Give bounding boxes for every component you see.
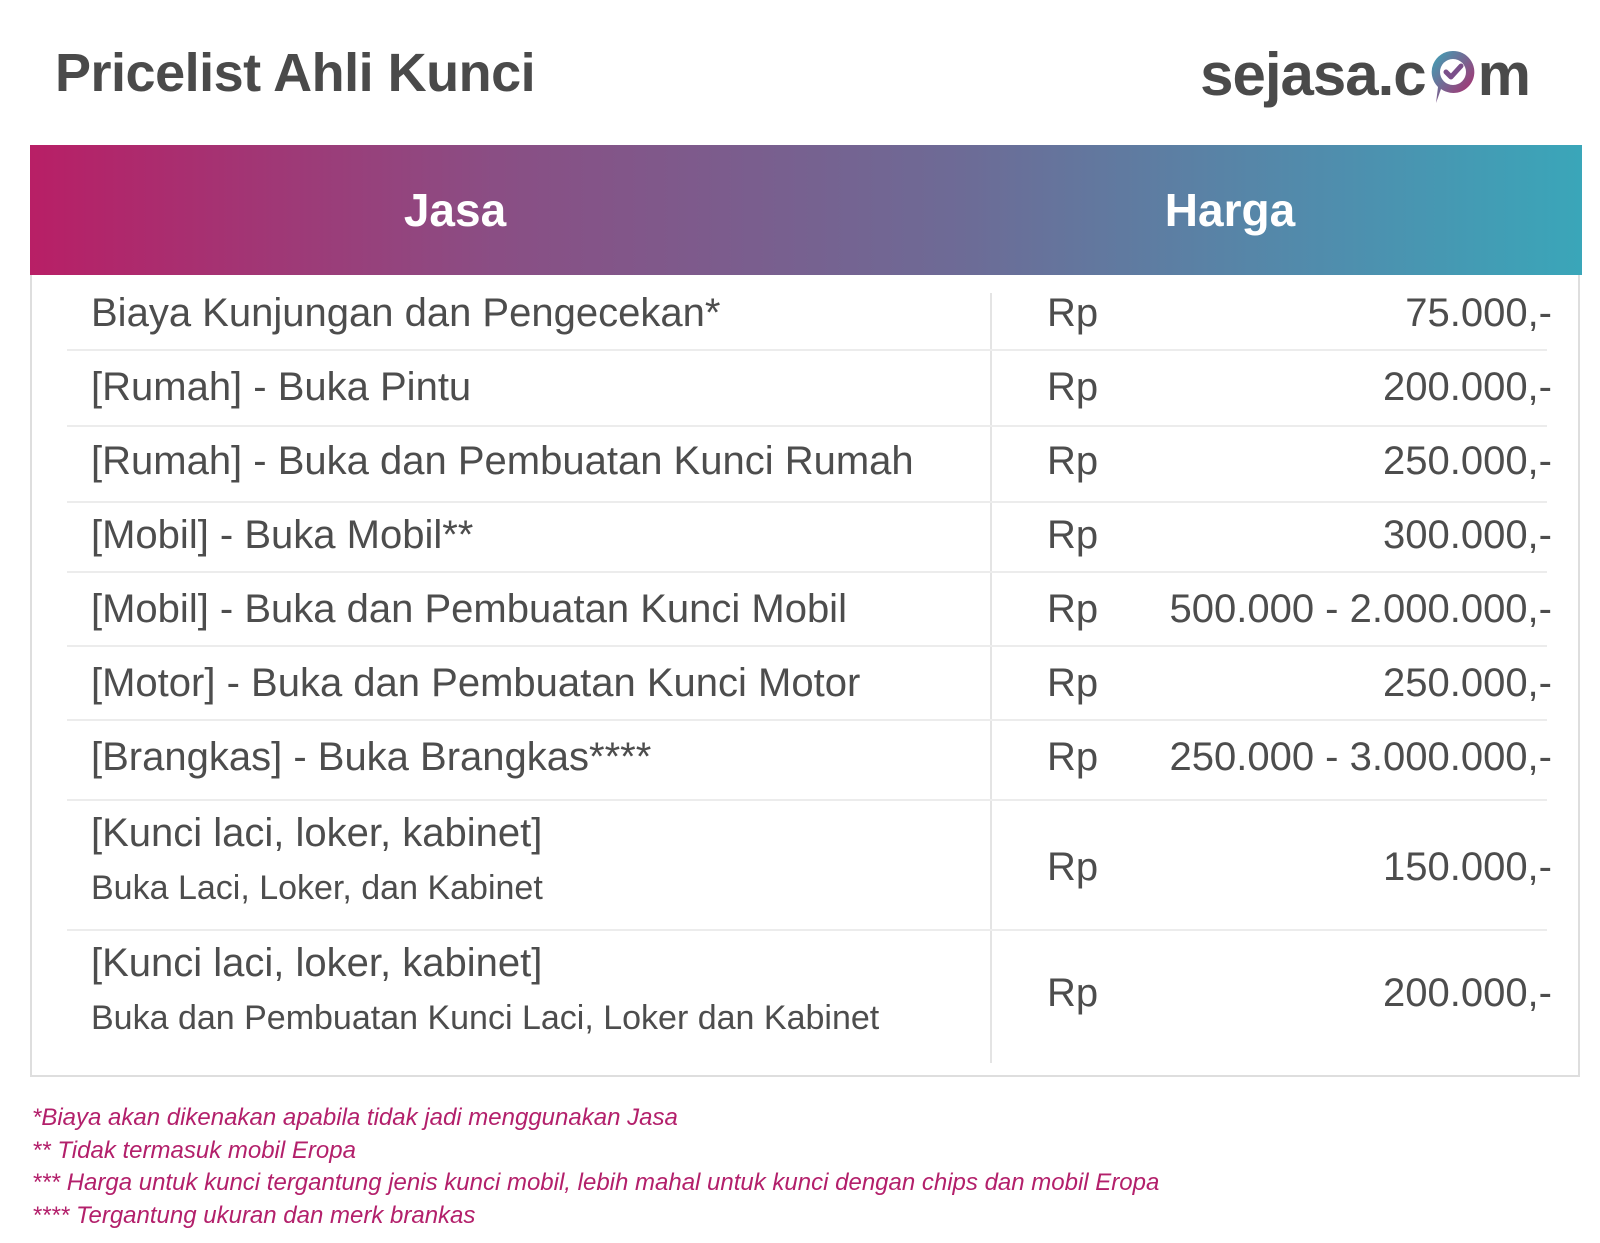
service-name: [91, 813, 951, 905]
currency-label: Rp: [1047, 845, 1099, 889]
price-value: 300.000,-: [1382, 513, 1552, 557]
currency-label: Rp: [1047, 735, 1099, 779]
table-row: [67, 427, 1552, 503]
sejasa-logo[interactable]: [1200, 40, 1530, 109]
footnotes: [32, 1102, 1159, 1232]
price-value: 250.000 - 3.000.000,-: [1169, 735, 1552, 779]
column-header-price: Harga: [1164, 184, 1296, 236]
price-value: 200.000,-: [1382, 971, 1552, 1015]
currency-label: Rp: [1047, 439, 1099, 483]
footnote: *** Harga untuk kunci tergantung jenis kunci mobil, lebih mahal untuk kunci dengan chips dan mobil Eropa: [32, 1169, 1160, 1196]
chat-bubble-check-icon: [1428, 47, 1478, 109]
table-row: [67, 351, 1552, 427]
table-row: [67, 801, 1552, 931]
table-row: [67, 931, 1552, 1059]
price-value: 500.000 - 2.000.000,-: [1169, 587, 1552, 631]
service-name: [Motor] - Buka dan Pembuatan Kunci Motor: [91, 661, 861, 705]
footnote: ** Tidak termasuk mobil Eropa: [32, 1136, 356, 1164]
price-value: 150.000,-: [1382, 845, 1552, 889]
price-value: 250.000,-: [1382, 439, 1552, 483]
page-title: Pricelist Ahli Kunci: [55, 43, 536, 103]
price-value: 200.000,-: [1382, 365, 1552, 409]
table-row: [67, 503, 1552, 573]
table-header: [30, 145, 1582, 275]
service-category: [Kunci laci, loker, kabinet]: [91, 941, 543, 985]
table-row: [67, 647, 1552, 721]
logo-text-right: m: [1477, 41, 1530, 108]
service-detail: Buka dan Pembuatan Kunci Laci, Loker dan Kabinet: [91, 999, 880, 1037]
price-value: 250.000,-: [1382, 661, 1552, 705]
service-name: Biaya Kunjungan dan Pengecekan*: [91, 291, 721, 335]
currency-label: Rp: [1047, 291, 1099, 335]
service-category: [Kunci laci, loker, kabinet]: [91, 811, 543, 855]
table-row: [67, 285, 1552, 351]
currency-label: Rp: [1047, 513, 1099, 557]
table-row: [67, 573, 1552, 647]
column-header-service: Jasa: [403, 184, 507, 236]
currency-label: Rp: [1047, 365, 1099, 409]
service-detail: Buka Laci, Loker, dan Kabinet: [91, 869, 543, 907]
table-row: [67, 721, 1552, 801]
service-name: [Mobil] - Buka dan Pembuatan Kunci Mobil: [91, 587, 847, 631]
service-name: [91, 943, 951, 1035]
price-table: [30, 145, 1580, 1077]
service-name: [Brangkas] - Buka Brangkas****: [91, 735, 652, 779]
service-name: [Rumah] - Buka Pintu: [91, 365, 472, 409]
currency-label: Rp: [1047, 971, 1099, 1015]
footnote: **** Tergantung ukuran dan merk brankas: [32, 1201, 476, 1229]
currency-label: Rp: [1047, 587, 1099, 631]
logo-text-left: sejasa.c: [1200, 41, 1426, 108]
service-name: [Rumah] - Buka dan Pembuatan Kunci Rumah: [91, 439, 914, 483]
currency-label: Rp: [1047, 661, 1099, 705]
footnote: *Biaya akan dikenakan apabila tidak jadi menggunakan Jasa: [32, 1104, 678, 1131]
price-value: 75.000,-: [1405, 291, 1552, 335]
service-name: [Mobil] - Buka Mobil**: [91, 513, 474, 557]
